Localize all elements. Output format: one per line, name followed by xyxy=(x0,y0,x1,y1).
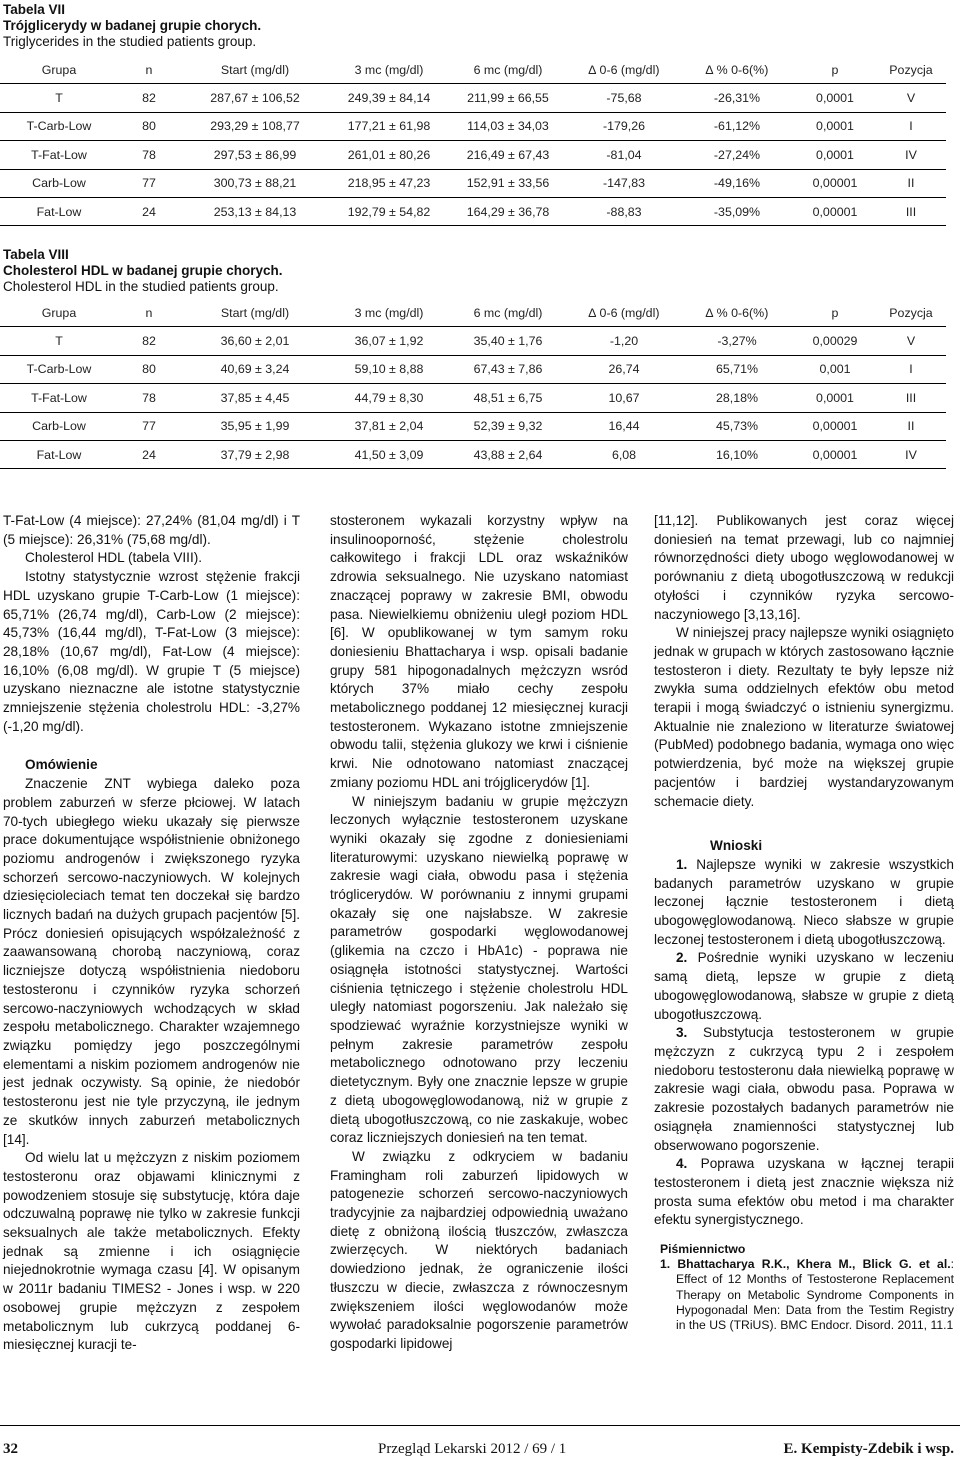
table-cell: -26,31% xyxy=(680,84,794,112)
table-cell: 177,21 ± 61,98 xyxy=(330,112,448,140)
table7-caption xyxy=(3,2,261,50)
table-cell: 78 xyxy=(118,384,180,412)
column-header: n xyxy=(118,299,180,327)
table-cell: 45,73% xyxy=(680,412,794,440)
paragraph: stosteronem wykazali korzystny wpływ na insulinooporność, stężenie cholestrolu całkowitego i frakcji LDL oraz wskaźników zdrowia seksualnego. Nie uzyskano natomiast znaczącej poprawy w zakresie BMI, obwodu pasa. Niewielkiemu obniżeniu uległ poziom HDL [6]. W opublikowanej w tym samym roku doniesieniu Bhattacharya i wsp. opisali badanie grupy 581 hipogonadalnych mężczyzn wsród których 37% miało cechy zespołu metabolicznego poddanej 12 miesięcznej kuracji testosteronem. Wykazano istotne zmniejszenie obwodu talii, stężenia glukozy we krwi i ciśnienie krwi. Nie odnotowano natomiast znaczącej zmiany poziomu HDL ani trójglicerydów [1]. xyxy=(330,513,628,790)
table-cell: 152,91 ± 33,56 xyxy=(448,169,568,197)
table-row xyxy=(0,355,946,383)
table-cell: Carb-Low xyxy=(0,169,118,197)
table-row xyxy=(0,327,946,355)
column-header: 6 mc (mg/dl) xyxy=(448,299,568,327)
table-cell: 253,13 ± 84,13 xyxy=(180,197,330,225)
conclusion-4: 4. Poprawa uzyskana w łącznej terapii testosteronem i dietą jest znacznie większa niż prosta suma efektów obu metod i ma charakter efektu synergistycznego. xyxy=(654,1156,954,1228)
table-cell: 67,43 ± 7,86 xyxy=(448,355,568,383)
table-cell: 0,00001 xyxy=(794,169,876,197)
table-cell: IV xyxy=(876,141,946,169)
table-cell: 37,79 ± 2,98 xyxy=(180,440,330,468)
table-cell: 0,00001 xyxy=(794,412,876,440)
table-cell: 192,79 ± 54,82 xyxy=(330,197,448,225)
column-header: Grupa xyxy=(0,299,118,327)
table8-label: Tabela VIII xyxy=(3,247,69,262)
table-cell: 82 xyxy=(118,327,180,355)
table-cell: 0,00001 xyxy=(794,440,876,468)
text-column-1 xyxy=(3,512,300,1355)
table-header-row xyxy=(0,299,946,327)
table8 xyxy=(0,299,946,469)
table-header-row xyxy=(0,56,946,84)
paragraph: W związku z odkryciem w badaniu Framingham roli zaburzeń lipidowych w patogenezie schorzeń sercowo-naczyniowych tradycyjnie za najbardziej odpowiednią uważano dietę z obniżoną ilością tłuszczów, zwłaszcza zwierzęcych. W niektórych badaniach dowiedziono jednak, że ograniczenie ilości tłuszczu w diecie, zwłaszcza z równoczesnym zwiększeniem ilości węglowodanów może wywołać paradoksalnie pogorszenie parametrów gospodarki lipidowej xyxy=(330,1148,628,1351)
table-cell: I xyxy=(876,112,946,140)
table-cell: -61,12% xyxy=(680,112,794,140)
table-cell: 28,18% xyxy=(680,384,794,412)
table-cell: 36,07 ± 1,92 xyxy=(330,327,448,355)
table-row xyxy=(0,384,946,412)
paragraph: Istotny statystycznie wzrost stężenie frakcji HDL uzyskano grupie T-Carb-Low (1 miejsce): 65,71% (26,74 mg/dl), Carb-Low (2 miejsce): 45,73% (16,44 mg/dl), T-Fat-Low (3 miejsce): 28,18% (10,67 mg/dl), Fat-Low (4 miejsce): 16,10% (6,08 mg/dl). W grupie T (5 miejsce) uzyskano nieznaczne ale istotne statystycznie zmniejszenie stężenia cholestrolu HDL: -3,27% (-1,20 mg/dl). xyxy=(3,569,300,734)
section-heading-wnioski: Wnioski xyxy=(710,838,763,854)
table-row xyxy=(0,440,946,468)
table-cell: 216,49 ± 67,43 xyxy=(448,141,568,169)
table8-title-en: Cholesterol HDL in the studied patients group. xyxy=(3,279,279,294)
table-cell: 26,74 xyxy=(568,355,680,383)
table-cell: 300,73 ± 88,21 xyxy=(180,169,330,197)
references xyxy=(654,1242,954,1333)
table-row xyxy=(0,412,946,440)
paragraph: Cholesterol HDL (tabela VIII). xyxy=(25,550,203,566)
column-header: ∆ % 0-6(%) xyxy=(680,299,794,327)
table-cell: 0,0001 xyxy=(794,141,876,169)
column-header: Pozycja xyxy=(876,56,946,84)
table-cell: 114,03 ± 34,03 xyxy=(448,112,568,140)
references-heading: Piśmiennictwo xyxy=(660,1242,746,1257)
table-cell: II xyxy=(876,169,946,197)
table-cell: 16,44 xyxy=(568,412,680,440)
table-row xyxy=(0,112,946,140)
table-cell: -179,26 xyxy=(568,112,680,140)
conclusion-1: 1. Najlepsze wyniki w zakresie wszystkich badanych parametrów uzyskano w grupie leczonej łącznie testosteronem i dietą ubogowęglowodanową. Nieco słabsze w grupie leczonej testosteronem i dietą ubogotłuszczową. xyxy=(654,856,954,947)
table-cell: 43,88 ± 2,64 xyxy=(448,440,568,468)
section-heading-omowienie: Omówienie xyxy=(25,757,98,773)
table-cell: T xyxy=(0,327,118,355)
table-cell: 78 xyxy=(118,141,180,169)
table-cell: 0,00001 xyxy=(794,197,876,225)
table-cell: 0,0001 xyxy=(794,84,876,112)
table-cell: T-Carb-Low xyxy=(0,355,118,383)
table-cell: 0,0001 xyxy=(794,112,876,140)
column-header: 3 mc (mg/dl) xyxy=(330,299,448,327)
table-cell: 6,08 xyxy=(568,440,680,468)
table7 xyxy=(0,56,946,226)
paragraph: Znaczenie ZNT wybiega daleko poza problem zaburzeń w sferze płciowej. W latach 70-tych ubiegłego wieku ukazały się pierwsze prace dokumentujące współistnienie obniżonego poziomu androgenów i zwiększonego ryzyka schorzeń sercowo-naczyniowych. W kolejnych dziesięcioleciach temat ten doczekał się bardzo licznych badań na dużych grupach pacjentów [5]. Prócz doniesień opisujących współzależność z zaawansowaną chorobą naczyniową, coraz liczniejsze dotyczą współistnienia niedoboru testosteronu i czynników ryzyka schorzeń sercowo-naczyniowych wchodzących w skład zespołu metabolicznego. Charakter wzajemnego związku pomiędzy jego poszczególnymi elementami a niskim poziomem androgenów nie jest jednak oczywisty. Są opinie, że niedobór testosteronu jest nie tyle przyczyną, ile jednym ze skutków innych zaburzeń metabolicznych [14]. xyxy=(3,776,300,1147)
conclusion-number: 4. xyxy=(676,1156,688,1172)
table-cell: 261,01 ± 80,26 xyxy=(330,141,448,169)
table-cell: T-Carb-Low xyxy=(0,112,118,140)
column-header: Start (mg/dl) xyxy=(180,299,330,327)
column-header: p xyxy=(794,56,876,84)
table-cell: 287,67 ± 106,52 xyxy=(180,84,330,112)
table-cell: 249,39 ± 84,14 xyxy=(330,84,448,112)
journal-name: Przegląd Lekarski 2012 / 69 / 1 xyxy=(378,1441,567,1457)
conclusion-2: 2. Pośrednie wyniki uzyskano w leczeniu samą dietą, lepsze w grupie z dietą ubogowęglowodanową, słabsze w grupie z dietą ubogotłuszczową. xyxy=(654,950,954,1022)
table-cell: -35,09% xyxy=(680,197,794,225)
table-cell: -49,16% xyxy=(680,169,794,197)
table-cell: 218,95 ± 47,23 xyxy=(330,169,448,197)
table-cell: 35,95 ± 1,99 xyxy=(180,412,330,440)
paragraph: W niniejszym badaniu w grupie mężczyzn leczonych wyłącznie testosteronem uzyskane wyniki okazały się zgodne z doniesieniami literaturowymi: uzyskano niewielką poprawę w zakresie wagi ciała, obwodu pasa i stężenia tróglicerydów. W porównaniu z innymi grupami okazały się one najsłabsze. W zakresie parametrów gospodarki węglowodanowej (glikemia na czczo i HbA1c) - poprawa nie osiągnęła istotności statystycznej. Wartości ciśnienia tętniczego i stężenie cholestrolu HDL uległy natomiast pogorszeniu. Jak należało się spodziewać wyraźnie korzystniejsze wyniki w pełnym zakresie parametrów zespołu metabolicznego odnotowano przy leczeniu dietetycznym. Były one znacznie lepsze w grupie z dietą ubogowęglowodanową, niż w grupie z dietą ubogotłuszczową, co nie zaskakuje, wobec coraz liczniejszych doniesień na ten temat. xyxy=(330,793,628,1146)
table-row xyxy=(0,197,946,225)
table-cell: 48,51 ± 6,75 xyxy=(448,384,568,412)
table-cell: -88,83 xyxy=(568,197,680,225)
table-cell: -75,68 xyxy=(568,84,680,112)
table-cell: 24 xyxy=(118,197,180,225)
table-cell: 36,60 ± 2,01 xyxy=(180,327,330,355)
conclusion-number: 3. xyxy=(676,1025,688,1041)
table-cell: 59,10 ± 8,88 xyxy=(330,355,448,383)
column-header: Grupa xyxy=(0,56,118,84)
table7-title-en: Triglycerides in the studied patients group. xyxy=(3,34,257,49)
table-cell: 16,10% xyxy=(680,440,794,468)
table-cell: T xyxy=(0,84,118,112)
column-header: ∆ 0-6 (mg/dl) xyxy=(568,299,680,327)
table-cell: -3,27% xyxy=(680,327,794,355)
table-cell: 10,67 xyxy=(568,384,680,412)
table-cell: 44,79 ± 8,30 xyxy=(330,384,448,412)
table-cell: 80 xyxy=(118,355,180,383)
table-cell: 40,69 ± 3,24 xyxy=(180,355,330,383)
column-header: p xyxy=(794,299,876,327)
table-cell: 52,39 ± 9,32 xyxy=(448,412,568,440)
paragraph: W niniejszej pracy najlepsze wyniki osiągnięto jednak w grupach w których zastosowano łącznie testosteron i diety. Rezultaty te były lepsze niż zwykła suma oddzielnych efektów obu metod terapii i mogą świadczyć o istnieniu synergizmu. Aktualnie nie znaleziono w literaturze światowej (PubMed) podobnego badania, wymaga ono więc potwierdzenia, być może na większej grupie pacjentów i bardziej wystandaryzowanym schemacie diety. xyxy=(654,625,954,809)
table-cell: III xyxy=(876,197,946,225)
paragraph: T-Fat-Low (4 miejsce): 27,24% (81,04 mg/dl) i T (5 miejsce): 26,31% (75,68 mg/dl). xyxy=(3,513,300,547)
table-cell: 164,29 ± 36,78 xyxy=(448,197,568,225)
table-cell: 65,71% xyxy=(680,355,794,383)
column-header: 3 mc (mg/dl) xyxy=(330,56,448,84)
table-cell: 37,81 ± 2,04 xyxy=(330,412,448,440)
reference-1: 1. Bhattacharya R.K., Khera M., Blick G. et al.: Effect of 12 Months of Testosterone Replacement Therapy on Metabolic Syndrome Components in Hypogonadal Men: Data from the Testim Registry in the US (TRiUS). BMC Endocr. Disord. 2011, 11.1 xyxy=(660,1257,954,1333)
table-cell: 211,99 ± 66,55 xyxy=(448,84,568,112)
table7-label: Tabela VII xyxy=(3,2,66,17)
text-column-2 xyxy=(330,512,628,1354)
table-row xyxy=(0,141,946,169)
table-cell: 24 xyxy=(118,440,180,468)
table-cell: 293,29 ± 108,77 xyxy=(180,112,330,140)
table-cell: 0,00029 xyxy=(794,327,876,355)
column-header: ∆ 0-6 (mg/dl) xyxy=(568,56,680,84)
table-cell: 0,001 xyxy=(794,355,876,383)
table-cell: 82 xyxy=(118,84,180,112)
table-cell: V xyxy=(876,327,946,355)
table-cell: Fat-Low xyxy=(0,197,118,225)
column-header: n xyxy=(118,56,180,84)
column-header: Pozycja xyxy=(876,299,946,327)
table-cell: Carb-Low xyxy=(0,412,118,440)
table8-title-pl: Cholesterol HDL w badanej grupie chorych. xyxy=(3,263,283,278)
table-cell: Fat-Low xyxy=(0,440,118,468)
column-header: ∆ % 0-6(%) xyxy=(680,56,794,84)
paragraph: Od wielu lat u mężczyzn z niskim poziomem testosteronu oraz objawami klinicznymi z powodzeniem stosuje się substytucję, która daje odczuwalną poprawę nie tylko w zakresie funkcji seksualnych ale także metabolicznych. Efekty jednak są zmienne i ich osiągnięcie niejednokrotnie wymaga czasu [4]. W opisanym w 2011r badaniu TIMES2 - Jones i wsp. w 220 osobowej grupie mężczyzn z zespołem metabolicznym lub cukrzycą poddanej 6-miesięcznej kuracji te- xyxy=(3,1150,300,1353)
column-header: Start (mg/dl) xyxy=(180,56,330,84)
table8-caption xyxy=(3,247,283,295)
paragraph: [11,12]. Publikowanych jest coraz więcej doniesień na temat przewagi, lub co najmniej równorzędności diety ubogo węglowodanowej w porównaniu z dietą ubogotłuszczową w redukcji otyłości i czynników ryzyka sercowo-naczyniowego [3,13,16]. xyxy=(654,513,954,622)
table-cell: 35,40 ± 1,76 xyxy=(448,327,568,355)
footer-rule xyxy=(0,1425,960,1426)
table-cell: 77 xyxy=(118,412,180,440)
conclusion-number: 2. xyxy=(676,950,688,966)
table-cell: III xyxy=(876,384,946,412)
table-row xyxy=(0,84,946,112)
table-cell: V xyxy=(876,84,946,112)
table-cell: 37,85 ± 4,45 xyxy=(180,384,330,412)
table-row xyxy=(0,169,946,197)
column-header: 6 mc (mg/dl) xyxy=(448,56,568,84)
table-cell: 80 xyxy=(118,112,180,140)
text-column-3 xyxy=(654,512,954,1333)
table-cell: 297,53 ± 86,99 xyxy=(180,141,330,169)
table-cell: -1,20 xyxy=(568,327,680,355)
table-cell: -147,83 xyxy=(568,169,680,197)
page-number: 32 xyxy=(3,1441,18,1457)
table-cell: 41,50 ± 3,09 xyxy=(330,440,448,468)
table7-title-pl: Trójglicerydy w badanej grupie chorych. xyxy=(3,18,262,33)
table-cell: 77 xyxy=(118,169,180,197)
table-cell: T-Fat-Low xyxy=(0,384,118,412)
table-cell: IV xyxy=(876,440,946,468)
conclusion-3: 3. Substytucja testosteronem w grupie mężczyzn z cukrzycą typu 2 i zespołem niedoboru testosteronu dała niewielką poprawę w zakresie wagi ciała, obwodu pasa. Poprawa w zakresie pozostałych badanych parametrów nie osiągnęła znamienności statystycznej lub obserwowano pogorszenie. xyxy=(654,1025,954,1153)
table-cell: II xyxy=(876,412,946,440)
table-cell: 0,0001 xyxy=(794,384,876,412)
conclusion-number: 1. xyxy=(676,856,688,872)
table-cell: T-Fat-Low xyxy=(0,141,118,169)
table-cell: I xyxy=(876,355,946,383)
table-cell: -81,04 xyxy=(568,141,680,169)
table-cell: -27,24% xyxy=(680,141,794,169)
footer-authors: E. Kempisty-Zdebik i wsp. xyxy=(783,1441,954,1457)
